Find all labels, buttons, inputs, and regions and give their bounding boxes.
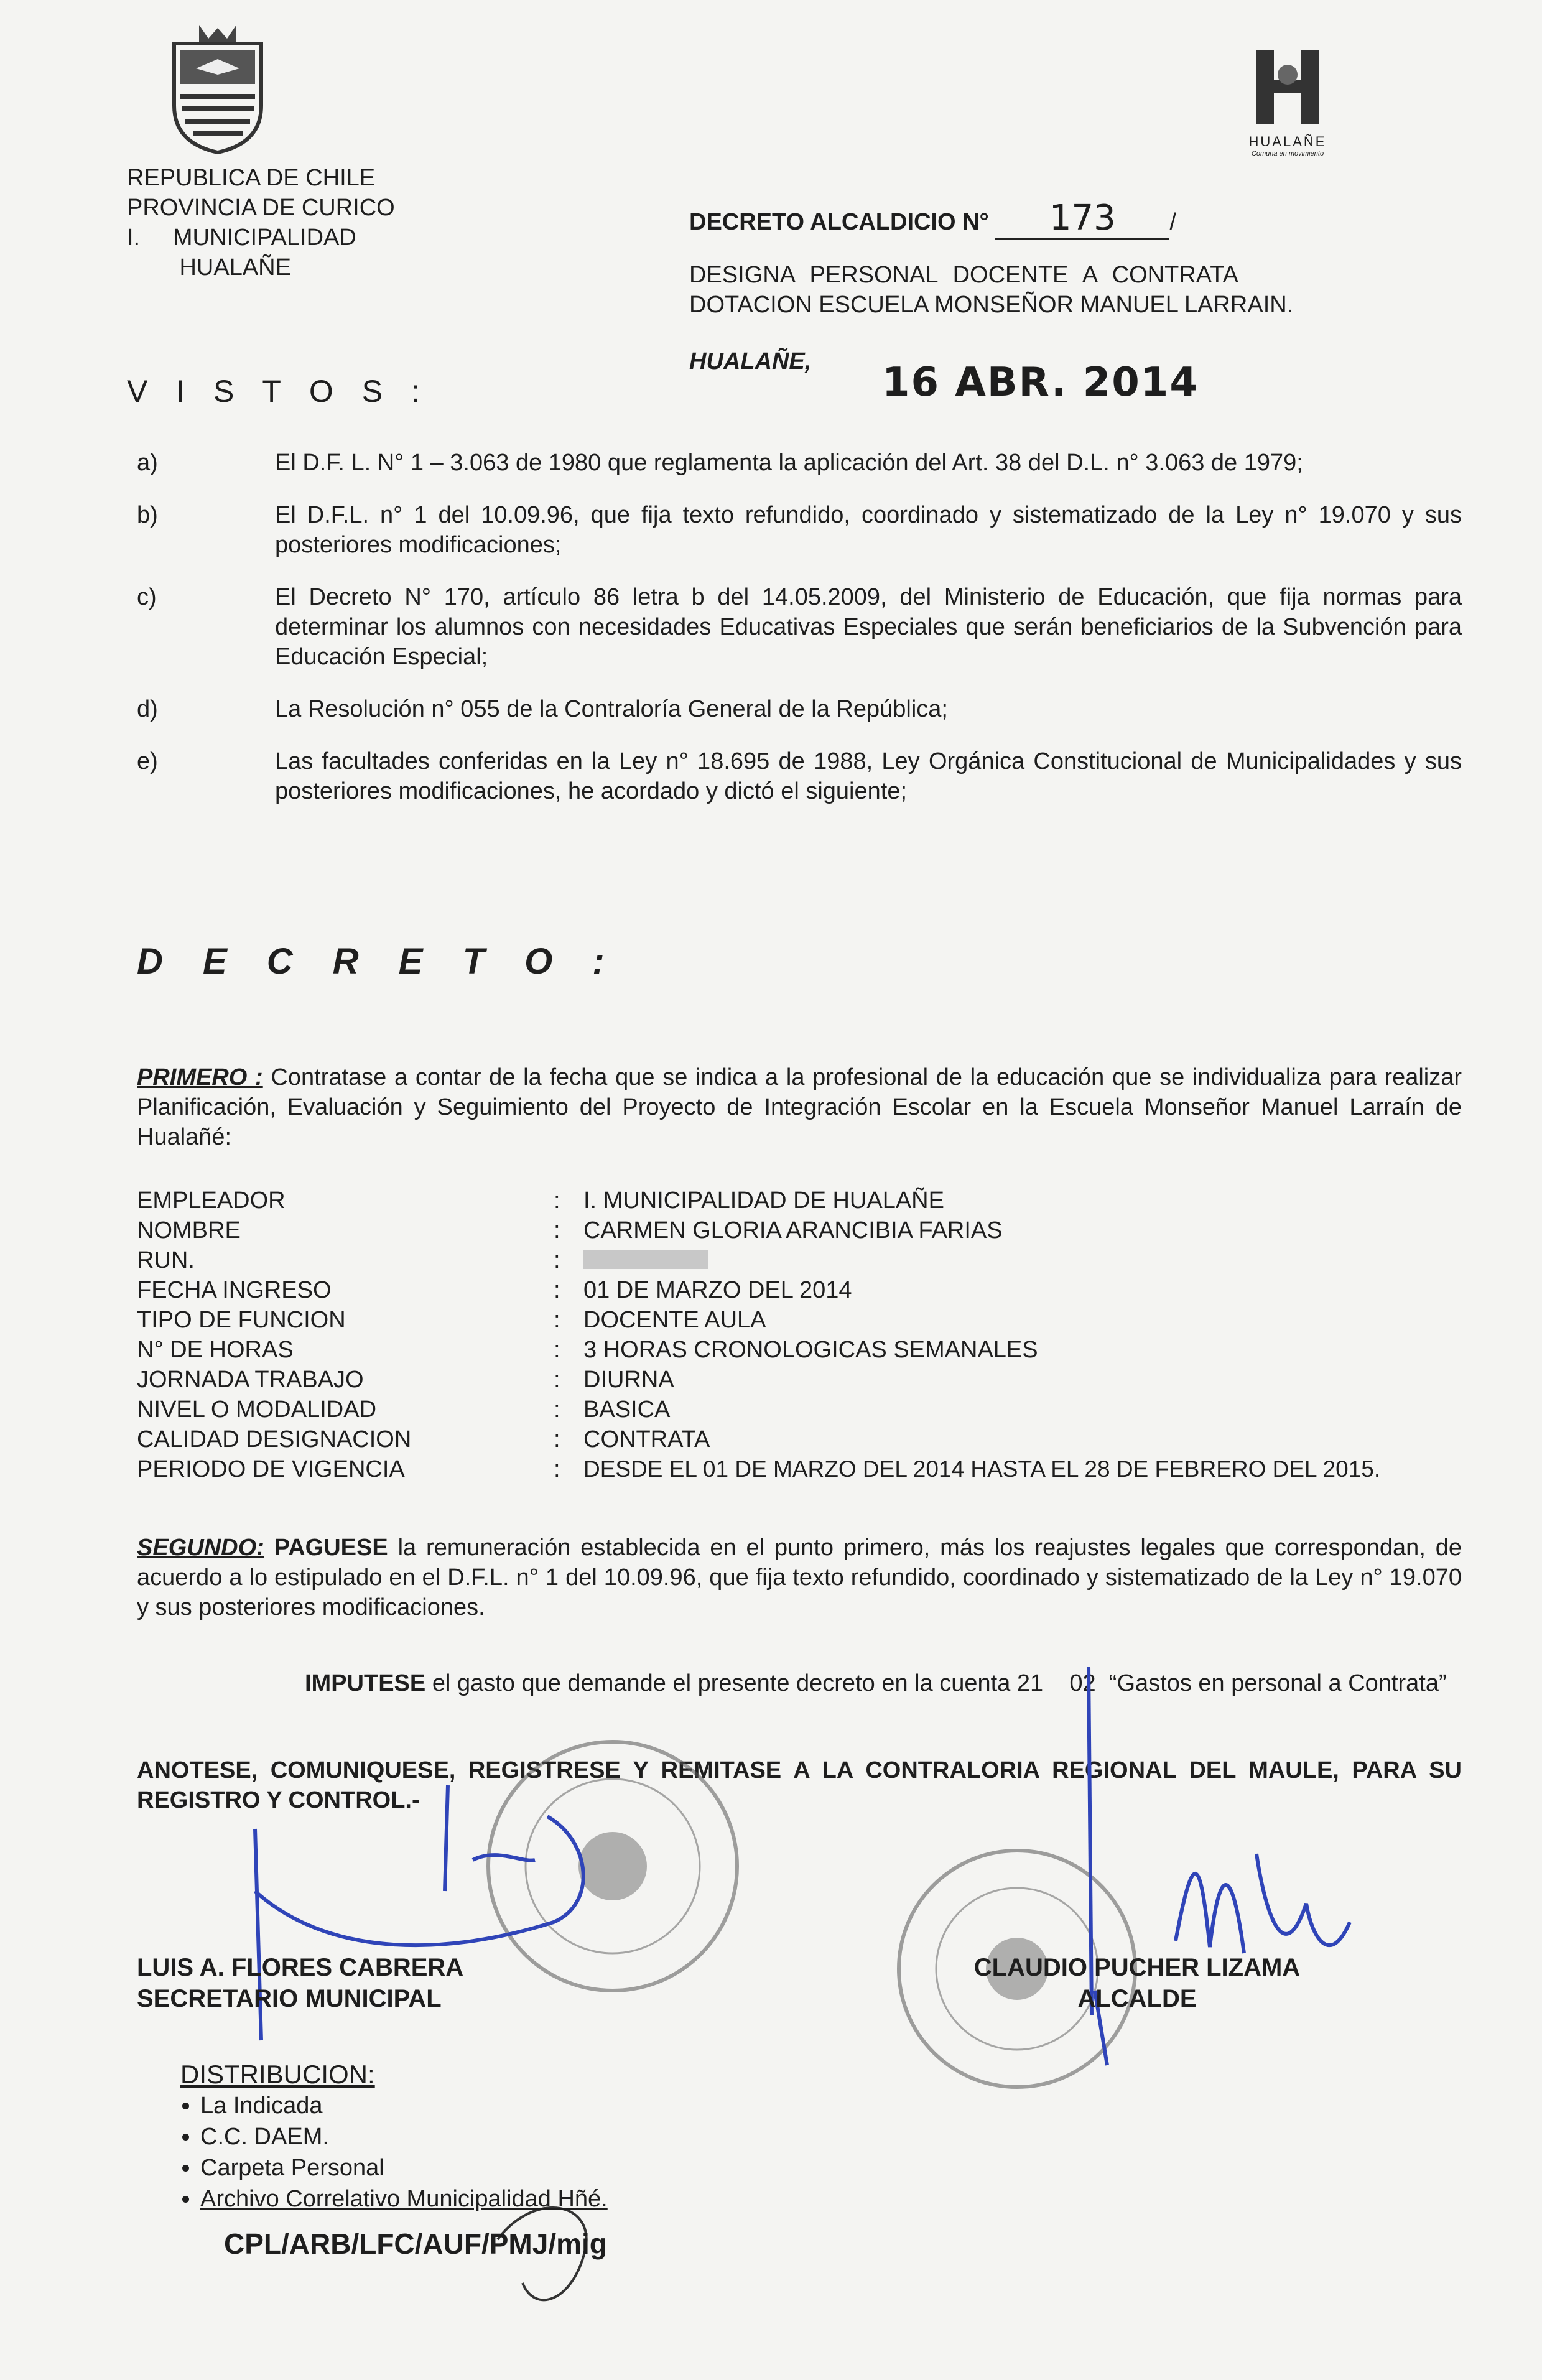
anotese-paragraph: ANOTESE, COMUNIQUESE, REGISTRESE Y REMITASE A LA CONTRALORIA REGIONAL DEL MAULE, PARA SU REGISTRO Y CONTROL.- (137, 1757, 1462, 1813)
list-item: • La Indicada (200, 2090, 608, 2121)
secretary-signature-block (137, 1952, 463, 2014)
primero-text: Contratase a contar de la fecha que se indica a la profesional de la educación que se individualiza para realizar Planificación, Evaluación y Seguimiento del Proyecto de Integración Escolar en la Escuela Monseñor Manuel Larraín de Hualañé: (137, 1064, 1462, 1150)
mayor-title: ALCALDE (1077, 1985, 1197, 2012)
detail-key: N° DE HORAS (137, 1337, 294, 1363)
detail-key: TIPO DE FUNCION (137, 1307, 346, 1333)
detail-value: BASICA (583, 1397, 671, 1423)
vistos-title: V I S T O S : (127, 374, 430, 409)
item-text: Las facultades conferidas en la Ley n° 18.695 de 1988, Ley Orgánica Constitucional de Municipalidades y sus posteriores modificaciones, he acordado y dictó el siguiente; (275, 748, 1462, 804)
detail-key: EMPLEADOR (137, 1188, 286, 1214)
decree-label: DECRETO ALCALDICIO N° (689, 209, 989, 235)
logo-text: HUALAÑE (1248, 134, 1327, 149)
issuer-line: HUALAÑE (127, 254, 291, 281)
decree-number-line: DECRETO ALCALDICIO N° 173 / (689, 198, 1176, 240)
detail-key: CALIDAD DESIGNACION (137, 1426, 412, 1453)
detail-value: DIURNA (583, 1367, 674, 1393)
distribution-block (180, 2059, 608, 2215)
detail-row: JORNADA TRABAJO : DIURNA (137, 1365, 1380, 1395)
list-item: • Archivo Correlativo Municipalidad Hñé. (200, 2183, 608, 2215)
segundo-text: la remuneración establecida en el punto primero, más los reajustes legales que correspondan, de acuerdo a lo estipulado en el D.F.L. n° 1 del 10.09.96, que fija texto refundido, coordinado y sistematizado de la Ley n° 19.070 y sus posteriores modificaciones. (137, 1535, 1462, 1620)
list-item: • C.C. DAEM. (200, 2121, 608, 2152)
segundo-label: SEGUNDO: (137, 1535, 264, 1561)
primero-label: PRIMERO : (137, 1064, 263, 1090)
detail-key: NIVEL O MODALIDAD (137, 1397, 377, 1423)
secretary-title: SECRETARIO MUNICIPAL (137, 1985, 442, 2012)
subject-line: DOTACION ESCUELA MONSEÑOR MANUEL LARRAIN. (689, 292, 1294, 318)
detail-row: CALIDAD DESIGNACION : CONTRATA (137, 1425, 1380, 1454)
detail-row: EMPLEADOR : I. MUNICIPALIDAD DE HUALAÑE (137, 1186, 1380, 1216)
subject-line: DESIGNA PERSONAL DOCENTE A CONTRATA (689, 262, 1239, 288)
secretary-stamp-icon (488, 1742, 737, 1991)
distribution-title: DISTRIBUCION: (180, 2060, 375, 2089)
item-letter: b) (137, 502, 158, 528)
detail-key: NOMBRE (137, 1217, 241, 1243)
list-item: • Carpeta Personal (200, 2152, 608, 2183)
detail-value: DESDE EL 01 DE MARZO DEL 2014 HASTA EL 28 DE FEBRERO DEL 2015. (583, 1456, 1381, 1482)
detail-row: N° DE HORAS : 3 HORAS CRONOLOGICAS SEMANALES (137, 1335, 1380, 1365)
detail-key: PERIODO DE VIGENCIA (137, 1456, 405, 1482)
item-text: El Decreto N° 170, artículo 86 letra b del 14.05.2009, del Ministerio de Educación, que fija normas para determinar los alumnos con necesidades Educativas Especiales que serán beneficiarios de la Subvención para Educación Especial; (275, 584, 1462, 670)
mayor-signature-block (926, 1952, 1349, 2014)
decreto-title: D E C R E T O : (137, 941, 620, 982)
item-letter: c) (137, 584, 157, 610)
item-letter: d) (137, 696, 158, 722)
logo-tagline: Comuna en movimiento (1251, 150, 1324, 157)
place-label: HUALAÑE, (689, 348, 812, 374)
mayor-name: CLAUDIO PUCHER LIZAMA (973, 1954, 1301, 1981)
distribution-list (180, 2090, 608, 2215)
detail-key: RUN. (137, 1247, 195, 1273)
segundo-lead: PAGUESE (274, 1535, 388, 1561)
detail-value: DOCENTE AULA (583, 1307, 766, 1333)
imputese-lead: IMPUTESE (305, 1670, 426, 1696)
detail-row: RUN. : (137, 1245, 1380, 1275)
item-letter: a) (137, 450, 158, 476)
item-letter: e) (137, 748, 158, 774)
detail-value: 01 DE MARZO DEL 2014 (583, 1277, 852, 1303)
item-text: El D.F.L. n° 1 del 10.09.96, que fija texto refundido, coordinado y sistematizado de la Ley n° 19.070 y sus posteriores modificaciones; (275, 502, 1462, 558)
detail-value: I. MUNICIPALIDAD DE HUALAÑE (583, 1188, 944, 1214)
item-text: La Resolución n° 055 de la Contraloría General de la República; (275, 696, 948, 722)
detail-row: PERIODO DE VIGENCIA : DESDE EL 01 DE MARZO DEL 2014 HASTA EL 28 DE FEBRERO DEL 2015. (137, 1454, 1380, 1484)
detail-row: NOMBRE : CARMEN GLORIA ARANCIBIA FARIAS (137, 1216, 1380, 1245)
date-stamp: 16 ABR. 2014 (882, 360, 1199, 406)
detail-value: 3 HORAS CRONOLOGICAS SEMANALES (583, 1337, 1038, 1363)
detail-value: CONTRATA (583, 1426, 710, 1453)
imputese-text: el gasto que demande el presente decreto en la cuenta 21 02 “Gastos en personal a Contrata” (432, 1670, 1447, 1696)
reference-initials: CPL/ARB/LFC/AUF/PMJ/mig (224, 2228, 607, 2260)
secretary-name: LUIS A. FLORES CABRERA (137, 1954, 464, 1981)
detail-row: FECHA INGRESO : 01 DE MARZO DEL 2014 (137, 1275, 1380, 1305)
issuer-line: PROVINCIA DE CURICO (127, 195, 395, 221)
detail-key: FECHA INGRESO (137, 1277, 332, 1303)
issuer-line: REPUBLICA DE CHILE (127, 165, 376, 191)
decree-number: 173 (995, 198, 1169, 240)
detail-value: CARMEN GLORIA ARANCIBIA FARIAS (583, 1217, 1003, 1243)
detail-row: TIPO DE FUNCION : DOCENTE AULA (137, 1305, 1380, 1335)
detail-row: NIVEL O MODALIDAD : BASICA (137, 1395, 1380, 1425)
item-text: El D.F. L. N° 1 – 3.063 de 1980 que reglamenta la aplicación del Art. 38 del D.L. n° 3.063 de 1979; (275, 450, 1303, 476)
issuer-line: I. MUNICIPALIDAD (127, 225, 356, 251)
detail-key: JORNADA TRABAJO (137, 1367, 364, 1393)
